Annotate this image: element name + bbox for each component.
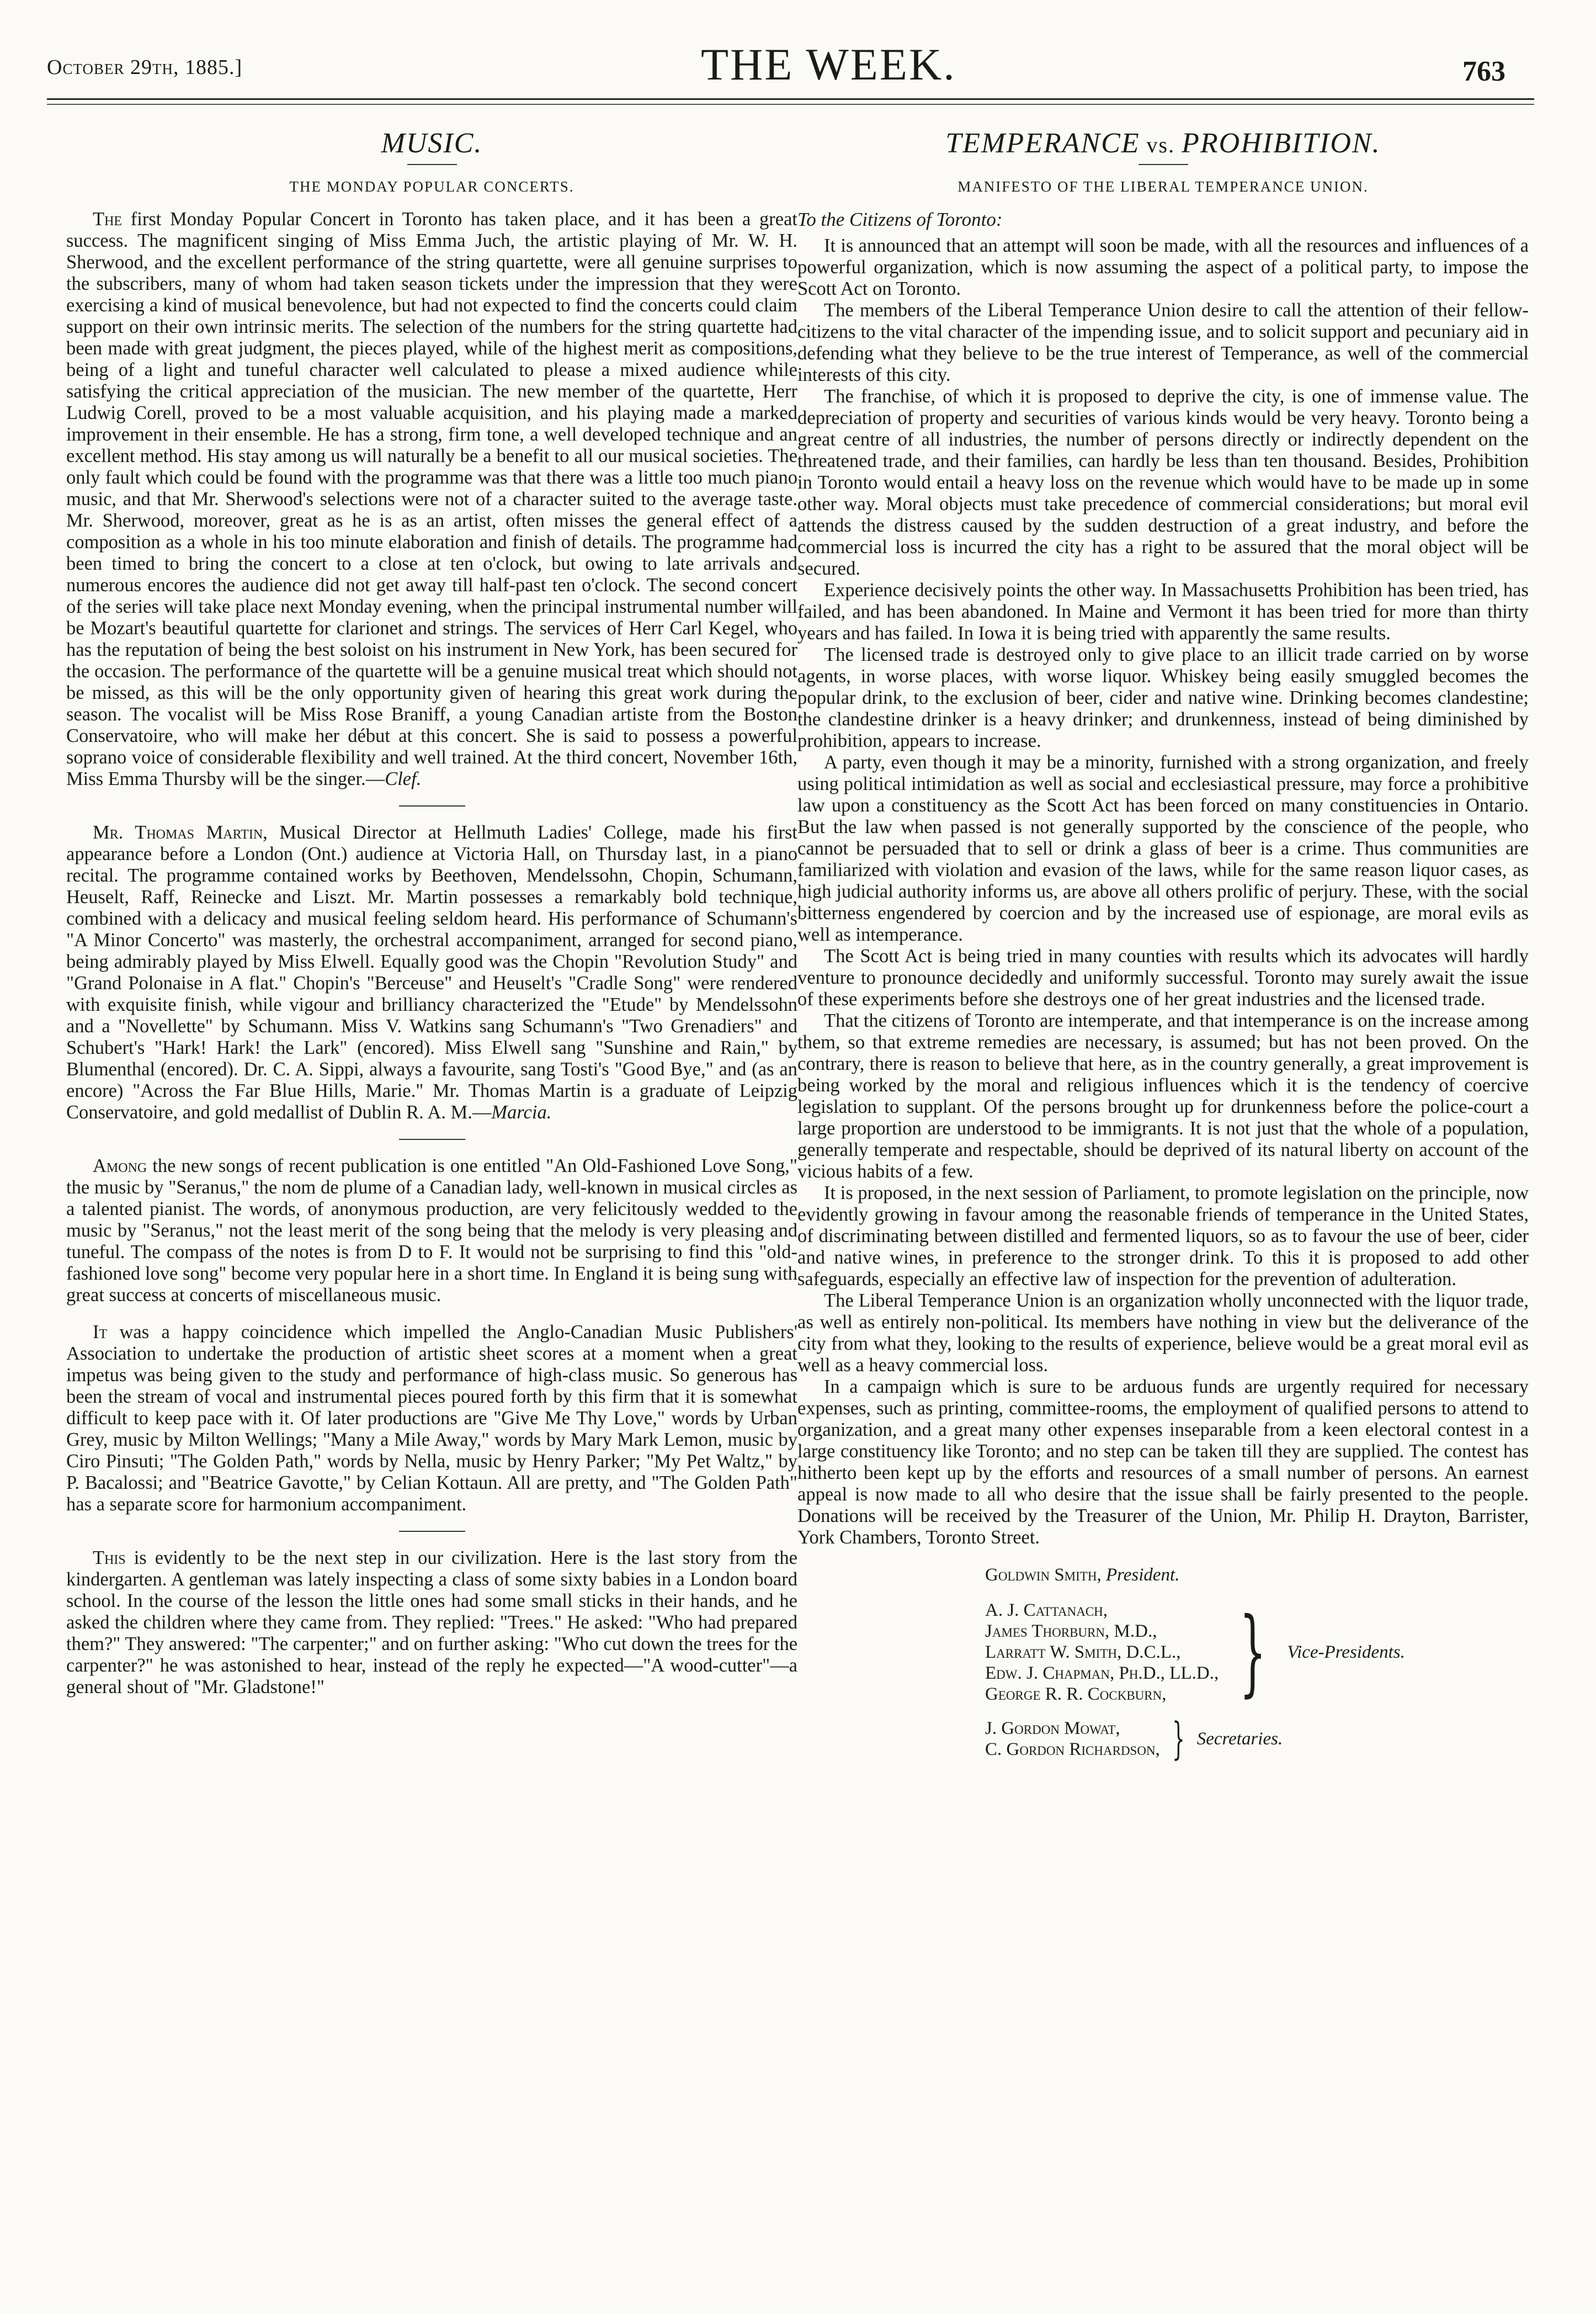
- article-divider: [399, 1139, 465, 1140]
- secretaries-group: [985, 1713, 1529, 1764]
- lead-word: It: [93, 1322, 108, 1343]
- manifesto-paragraph: The Liberal Temperance Union is an organization wholly unconnected with the liquor trade, as well as entirely non-political. Its members have nothing in view but the deliverance of the city from what they, looking to the results of experience, believe would be a great moral evil as well as a heavy commercial loss.: [797, 1290, 1529, 1376]
- title-rule: [1139, 164, 1188, 165]
- vice-presidents-group: [985, 1600, 1529, 1705]
- manifesto-paragraph: That the citizens of Toronto are intemperate, and that intemperance is on the increase among them, so that extreme remedies are necessary, is assumed; but has not been proved. On the contrary, there is reason to believe that here, as in the country generally, a great improvement is being worked by the moral and religious influences which it is the tendency of coercive legislation to supplant. Of the persons brought up for drunkenness before the police-court a large proportion are understood to be immigrants. It is not just that the whole of a population, generally temperate and respectable, should be deprived of its natural liberty on account of the vicious habits of a few.: [797, 1010, 1529, 1182]
- vice-presidents-role: Vice-Presidents.: [1287, 1642, 1405, 1662]
- lead-word: This: [93, 1547, 126, 1568]
- article-divider: [399, 1531, 465, 1532]
- songs-paragraph: [66, 1155, 797, 1306]
- paragraph-text: was a happy coincidence which impelled the Anglo-Canadian Music Publishers' Association to undertake the production of artistic sheet scores at a moment when a great impetus was being given to the study and performance of high-class music. So generous has been the stream of vocal and instrumental pieces poured forth by this firm that it is somewhat difficult to keep pace with it. Of later productions are "Give Me Thy Love," words by Urban Grey, music by Milton Wellings; "Many a Mile Away," words by Mary Mark Lemon, music by Ciro Pinsuti; "The Golden Path," words by Nella, music by Henry Parker; "My Pet Waltz," by P. Bacalossi; and "Beatrice Gavotte," by Celian Kottaun. All are pretty, and "The Golden Path" has a separate score for harmonium accompaniment.: [66, 1322, 797, 1515]
- lead-word: Among: [93, 1155, 147, 1176]
- concerts-subtitle: THE MONDAY POPULAR CONCERTS.: [289, 178, 574, 195]
- header-rule: [47, 98, 1534, 100]
- secretaries-list: [985, 1718, 1160, 1760]
- lead-word: Mr. Thomas Martin,: [93, 822, 268, 843]
- secretary-name: J. Gordon Mowat,: [985, 1718, 1120, 1738]
- president-name: Goldwin Smith,: [985, 1565, 1102, 1585]
- president-line: [985, 1565, 1529, 1585]
- concert-article: [66, 209, 797, 790]
- martin-paragraph: [66, 822, 797, 1123]
- publishers-paragraph: [66, 1322, 797, 1515]
- manifesto-subtitle: MANIFESTO OF THE LIBERAL TEMPERANCE UNION.: [957, 178, 1369, 195]
- brace-icon: }: [1239, 1598, 1267, 1707]
- music-section-title: MUSIC.: [381, 128, 483, 159]
- signatories: [797, 1565, 1529, 1764]
- secretaries-role: Secretaries.: [1196, 1728, 1283, 1749]
- secretary-name: C. Gordon Richardson,: [985, 1739, 1160, 1759]
- martin-article: [66, 822, 797, 1123]
- vice-president-name: A. J. Cattanach,: [985, 1600, 1108, 1620]
- manifesto-paragraph: The members of the Liberal Temperance Union desire to call the attention of their fellow-citizens to the vital character of the impending issue, and to solicit support and pecuniary aid in defending what they believe to be the true interest of Temperance, as well of the commercial interests of this city.: [797, 300, 1529, 385]
- title-rule: [407, 164, 457, 165]
- vice-president-name: George R. R. Cockburn,: [985, 1684, 1167, 1704]
- manifesto-paragraph: The Scott Act is being tried in many counties with results which its advocates will hardly venture to pronounce decidedly and uniformly successful. Toronto may surely await the issue of these experiments before she destroys one of her great industries and the licensed trade.: [797, 946, 1529, 1010]
- manifesto-paragraph: Experience decisively points the other way. In Massachusetts Prohibition has been tried, has failed, and has been abandoned. In Maine and Vermont it has been tried for more than thirty years and has failed. In Iowa it is being tried with apparently the same results.: [797, 580, 1529, 644]
- paragraph-text: the new songs of recent publication is one entitled "An Old-Fashioned Love Song," the music by "Seranus," the nom de plume of a Canadian lady, well-known in musical circles as a talented pianist. The words, of anonymous production, are very felicitously wedded to the music by "Seranus," not the least merit of the song being that the melody is very pleasing and tuneful. The compass of the notes is from D to F. It would not be surprising to find this "old-fashioned love song" become very popular here in a short time. In England it is being sung with great success at concerts of miscellaneous music.: [66, 1155, 797, 1306]
- page-number: 763: [1462, 56, 1505, 87]
- issue-date: October 29th, 1885.]: [47, 56, 243, 79]
- salutation: To the Citizens of Toronto:: [797, 209, 1003, 230]
- signature: Marcia.: [491, 1102, 552, 1123]
- title-part: TEMPERANCE: [945, 128, 1140, 159]
- vice-president-name: Edw. J. Chapman, Ph.D., LL.D.,: [985, 1663, 1219, 1683]
- manifesto-paragraph: In a campaign which is sure to be arduous funds are urgently required for necessary expenses, such as printing, committee-rooms, the employment of qualified persons to attend to organization, and a great many other expenses inseparable from a keen electoral contest in a large constituency like Toronto; and no step can be taken till they are supplied. The contest has hitherto been kept up by the efforts and resources of a small number of persons. An earnest appeal is now made to all who desire that the issue shall be fairly presented to the people. Donations will be received by the Treasurer of the Union, Mr. Philip H. Drayton, Barrister, York Chambers, Toronto Street.: [797, 1376, 1529, 1548]
- manifesto-paragraph: A party, even though it may be a minority, furnished with a strong organization, and freely using political intimidation as well as social and ecclesiastical pressure, may force a prohibitive law upon a constituency as the Scott Act has been forced on many constituencies in Ontario. But the law when passed is not generally supported by the conscience of the people, who cannot be persuaded that to sell or drink a glass of beer is a crime. Thus communities are familiarized with violation and evasion of the laws, while for the same reason liquor cases, as high judicial authority informs us, are above all others prolific of perjury. These, with the social bitterness engendered by coercion and by the increased use of espionage, are moral evils as well as intemperance.: [797, 752, 1529, 945]
- temperance-section-title: [797, 127, 1529, 160]
- header-rule-thin: [47, 104, 1534, 105]
- manifesto-paragraph: The franchise, of which it is proposed to deprive the city, is one of immense value. The depreciation of property and securities of various kinds would be very heavy. Toronto being a great centre of all industries, the number of persons directly or indirectly dependent on the threatened trade, and their families, can hardly be less than ten thousand. Besides, Prohibition in Toronto would entail a heavy loss on the revenue which would have to be made up in some other way. Moral objects must take precedence of commercial considerations; but moral evil attends the distress caused by the sudden destruction of a great industry, and before the commercial loss is incurred the city has a right to be assured that the moral object will be secured.: [797, 386, 1529, 579]
- article-divider: [399, 805, 465, 807]
- title-vs: vs.: [1140, 132, 1182, 157]
- songs-article: [66, 1155, 797, 1306]
- manifesto-paragraph: The licensed trade is destroyed only to give place to an illicit trade carried on by worse agents, in worse places, with worse liquor. Whiskey being easily smuggled becomes the popular drink, to the exclusion of beer, cider and native wine. Drinking becomes clandestine; the clandestine drinker is a heavy drinker; and drunkenness, instead of being diminished by prohibition, appears to increase.: [797, 644, 1529, 751]
- kindergarten-paragraph: [66, 1547, 797, 1698]
- president-role: President.: [1105, 1565, 1180, 1585]
- vice-presidents-list: [985, 1600, 1219, 1705]
- manifesto-paragraph: It is proposed, in the next session of Parliament, to promote legislation on the principle, now evidently growing in favour among the reasonable friends of temperance in the United States, of discriminating between distilled and fermented liquors, so as to favour the use of beer, cider and native wines, in preference to the stronger drink. To this it is proposed to add other safeguards, especially an effective law of inspection for the prevention of adulteration.: [797, 1182, 1529, 1290]
- manifesto-paragraph: It is announced that an attempt will soon be made, with all the resources and influences of a powerful organization, which is now assuming the aspect of a political party, to impose the Scott Act on Toronto.: [797, 235, 1529, 299]
- vice-president-name: James Thorburn, M.D.,: [985, 1621, 1157, 1641]
- publication-title: THE WEEK.: [701, 39, 956, 89]
- paragraph-text: Musical Director at Hellmuth Ladies' College, made his first appearance before a London (Ont.) audience at Victoria Hall, on Thursday last, in a piano recital. The programme contained works by Beethoven, Mendelssohn, Chopin, Schumann, Heuselt, Raff, Reinecke and Liszt. Mr. Martin possesses a remarkably bold technique, combined with a delicacy and musical feeling seldom heard. His performance of Schumann's "A Minor Concerto" was masterly, the orchestral accompaniment, arranged for second piano, being admirably played by Miss Elwell. Equally good was the Chopin "Revolution Study" and "Grand Polonaise in A flat." Chopin's "Berceuse" and Heuselt's "Cradle Song" were rendered with exquisite finish, while vigour and brilliancy characterized the "Etude" by Mendelssohn and a "Novellette" by Schumann. Miss V. Watkins sang Schumann's "Two Grenadiers" and Schubert's "Hark! Hark! the Lark" (encored). Miss Elwell sang "Sunshine and Rain," by Blumenthal (encored). Dr. C. A. Sippi, always a favourite, sang Tosti's "Good Bye," and (as an encore) "Across the Far Blue Hills, Marie." Mr. Thomas Martin is a graduate of Leipzig Conservatoire, and gold medallist of Dublin R. A. M.—: [66, 822, 797, 1123]
- title-part: PROHIBITION.: [1182, 128, 1381, 159]
- kindergarten-article: [66, 1547, 797, 1698]
- publishers-article: [66, 1322, 797, 1515]
- paragraph-text: is evidently to be the next step in our civilization. Here is the last story from the kindergarten. A gentleman was lately inspecting a class of some sixty babies in a London board school. In the course of the lesson the little ones had some small sticks in their hands, and he asked the children where they came from. They replied: "Trees." He asked: "Who had prepared them?" They answered: "The carpenter;" and on further asking: "Who cut down the trees for the carpenter?" he was astonished to hear, instead of the reply he expected—"A wood-cutter"—a general shout of "Mr. Gladstone!": [66, 1547, 798, 1697]
- lead-word: The: [93, 209, 123, 230]
- vice-president-name: Larratt W. Smith, D.C.L.,: [985, 1642, 1181, 1662]
- temperance-column: [797, 119, 1529, 1773]
- brace-icon: }: [1172, 1713, 1185, 1764]
- signature: Clef.: [385, 768, 422, 789]
- concert-paragraph: [66, 209, 797, 790]
- music-column: [66, 119, 797, 1713]
- paragraph-text: first Monday Popular Concert in Toronto has taken place, and it has been a great success. The magnificent singing of Miss Emma Juch, the artistic playing of Mr. W. H. Sherwood, and the excellent performance of the string quartette, were all genuine surprises to the subscribers, many of whom had taken season tickets under the impression that they were exercising a kind of musical benevolence, but had not expected to find the concerts could claim support on their own intrinsic merits. The selection of the numbers for the string quartette had been made with great judgment, the pieces played, while of the highest merit as compositions, being of a light and tuneful character well calculated to please a mixed audience while satisfying the critical appreciation of the musician. The new member of the quartette, Herr Ludwig Corell, proved to be a most valuable acquisition, and his playing made a marked improvement in their ensemble. He has a strong, firm tone, a well developed technique and an excellent method. His stay among us will naturally be a benefit to all our musical societies. The only fault which could be found with the programme was that there was a little too much piano music, and that Mr. Sherwood's selections were not of a character suited to the average taste. Mr. Sherwood, moreover, great as he is as an artist, often misses the general effect of a composition as a whole in his too minute elaboration and finish of details. The programme had been timed to bring the concert to a close at ten o'clock, but owing to late arrivals and numerous encores the audience did not get away till half-past ten o'clock. The second concert of the series will take place next Monday evening, when the principal instrumental number will be Mozart's beautiful quartette for clarionet and strings. The services of Herr Carl Kegel, who has the reputation of being the best soloist on his instrument in New York, has been secured for the occasion. The performance of the quartette will be a genuine musical treat which should not be missed, as this will be the only opportunity given of hearing this great work during the season. The vocalist will be Miss Rose Braniff, a young Canadian artiste from the Boston Conservatoire, who will make her début at this concert. She is said to possess a powerful soprano voice of considerable flexibility and well trained. At the third concert, November 16th, Miss Emma Thursby will be the singer.—: [66, 209, 797, 789]
